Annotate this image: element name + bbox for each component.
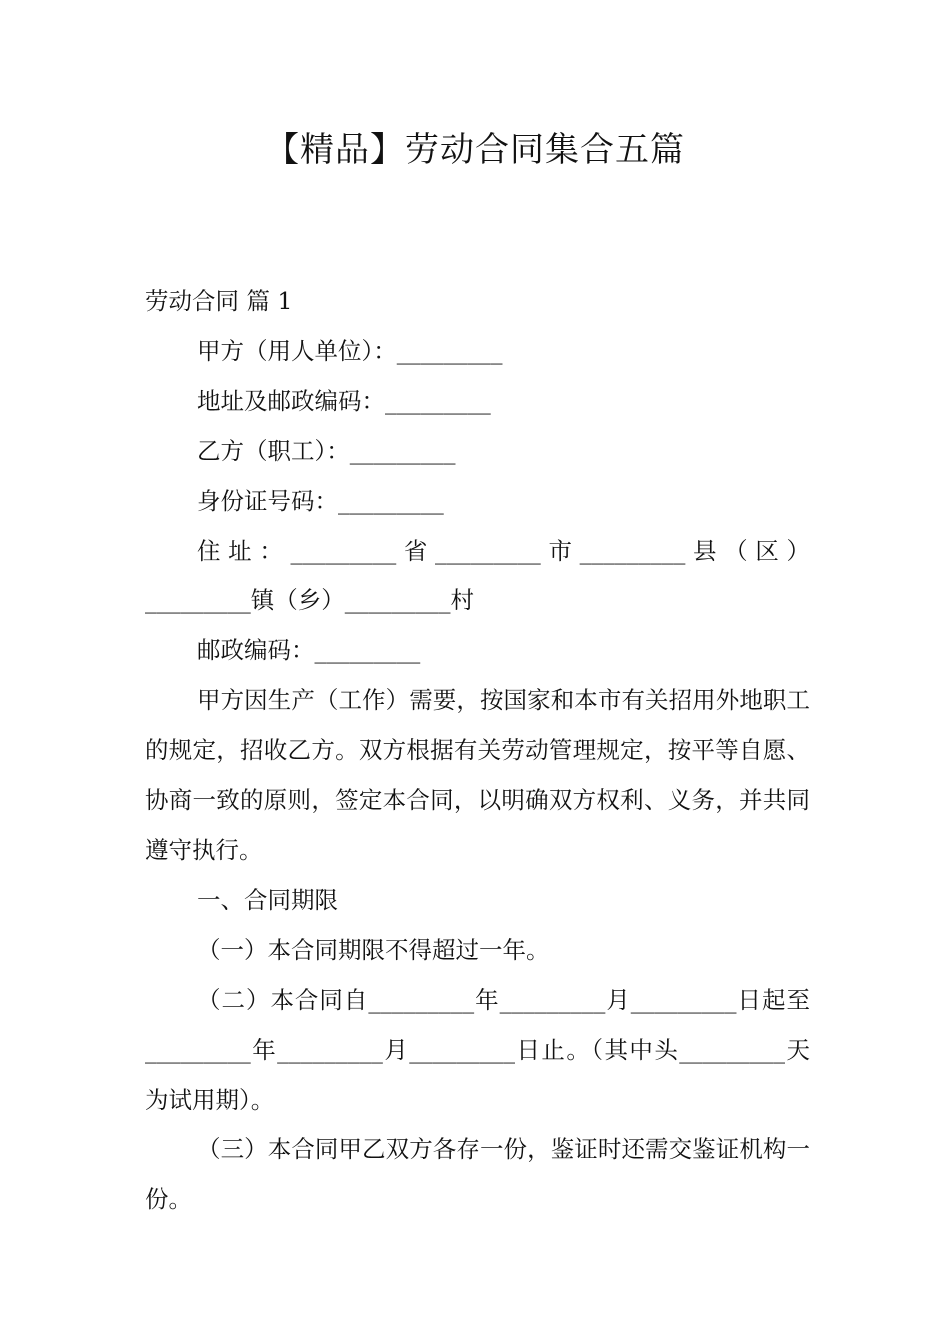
party-a-line: 甲方（用人单位）：_________ <box>197 336 503 365</box>
document-title: 【精品】劳动合同集合五篇 <box>265 130 685 170</box>
id-number-line: 身份证号码：_________ <box>197 486 444 515</box>
section-heading: 劳动合同 篇 1 <box>145 287 293 315</box>
clause-item-3: （三）本合同甲乙双方各存一份，鉴证时还需交鉴证机构一份。 <box>145 1135 810 1214</box>
document-body <box>145 277 810 1225</box>
intro-paragraph: 甲方因生产（工作）需要，按国家和本市有关招用外地职工的规定，招收乙方。双方根据有关劳动管理规定，按平等自愿、协商一致的原则，签定本合同，以明确双方权利、义务，并共同遵守执行。 <box>145 686 810 864</box>
residence-line: 住址：_________省_________市_________县（区）_________镇（乡）_________村 <box>145 536 810 615</box>
clause-item-2: （二）本合同自_________年_________月_________日起至_________年_________月_________日止。（其中头_________天为试用期）。 <box>145 985 810 1114</box>
clause-heading-term: 一、合同期限 <box>197 885 338 914</box>
clause-item-1: （一）本合同期限不得超过一年。 <box>197 935 550 964</box>
address-postcode-line: 地址及邮政编码：_________ <box>197 386 491 415</box>
party-b-line: 乙方（职工）：_________ <box>197 436 456 465</box>
postcode-line: 邮政编码：_________ <box>197 636 421 665</box>
